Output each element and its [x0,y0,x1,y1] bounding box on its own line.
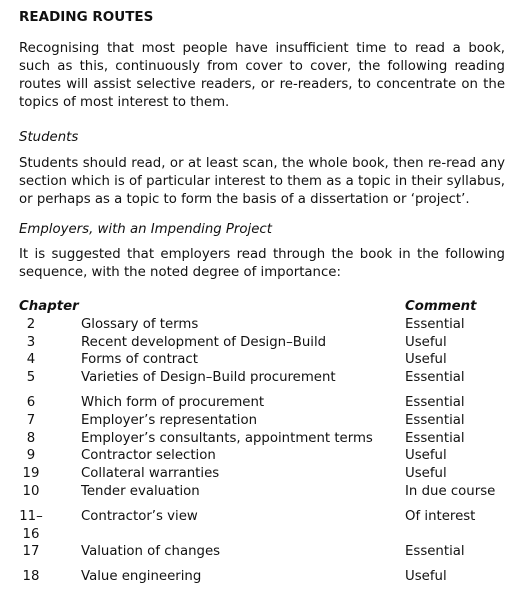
topic-cell: Value engineering [81,569,202,585]
topic-cell: Forms of contract [81,352,198,368]
topic-cell: Contractor’s view [81,508,198,524]
chapter-cell: 8 [26,430,36,446]
comment-column-header: Comment [405,299,477,314]
topic-cell: Recent development of Design–Build [81,334,327,350]
reading-table [19,298,505,586]
topic-cell: Glossary of terms [81,316,199,332]
comment-cell: Essential [405,412,465,428]
table-group [19,394,505,501]
chapter-cell: 6 [26,394,36,410]
chapter-cell: 2 [26,316,36,332]
chapter-cell: 17 [22,544,40,560]
table-group [19,568,505,586]
table-row [19,394,505,412]
comment-cell: Essential [405,544,465,560]
chapter-cell: 5 [26,370,36,386]
comment-cell: Essential [405,430,465,446]
chapter-cell: 10 [22,483,40,499]
chapter-cell: 19 [22,466,40,482]
table-row [19,369,505,387]
comment-cell: Of interest [405,508,476,524]
chapter-cell: 9 [26,448,36,464]
table-row [19,412,505,430]
chapter-cell: 4 [26,352,36,368]
table-row [19,483,505,501]
comment-cell: Essential [405,394,465,410]
table-row [19,430,505,448]
page-heading: READING ROUTES [19,9,154,25]
topic-cell: Tender evaluation [81,483,200,499]
table-row [19,351,505,369]
chapter-cell: 18 [22,569,40,585]
students-paragraph: Students should read, or at least scan, the whole book, then re-read any section which is of particular interest to them as a topic in their syllabus, or perhaps as a topic to form the basis of a dissertation or ‘project’. [19,156,505,207]
chapter-cell: 11–16 [19,508,43,542]
employers-subheading: Employers, with an Impending Project [19,222,272,237]
employers-paragraph: It is suggested that employers read through the book in the following sequence, with the noted degree of importance: [19,247,505,280]
topic-cell: Collateral warranties [81,466,220,482]
comment-cell: Useful [405,334,447,350]
chapter-cell: 7 [26,412,36,428]
chapter-column-header: Chapter [19,299,79,314]
topic-cell: Employer’s representation [81,412,258,428]
intro-paragraph: Recognising that most people have insufficient time to read a book, such as this, continuously from cover to cover, the following reading routes will assist selective readers, or re-readers, to concentrate on the topics of most interest to them. [19,41,505,110]
page [19,8,505,593]
table-group [19,508,505,561]
comment-cell: Essential [405,316,465,332]
table-group [19,316,505,387]
topic-cell: Employer’s consultants, appointment terms [81,430,373,446]
comment-cell: Essential [405,370,465,386]
topic-cell: Contractor selection [81,448,216,464]
table-row [19,316,505,334]
comment-cell: In due course [405,483,496,499]
comment-cell: Useful [405,352,447,368]
table-row [19,568,505,586]
comment-cell: Useful [405,448,447,464]
comment-cell: Useful [405,466,447,482]
students-subheading: Students [19,130,79,145]
table-row [19,447,505,465]
table-row [19,508,505,544]
table-row [19,543,505,561]
table-body [19,316,505,586]
topic-cell: Valuation of changes [81,544,221,560]
table-row [19,465,505,483]
comment-cell: Useful [405,569,447,585]
topic-cell: Varieties of Design–Build procurement [81,370,336,386]
chapter-cell: 3 [26,334,36,350]
table-row [19,334,505,352]
table-header [19,298,505,316]
topic-cell: Which form of procurement [81,394,265,410]
